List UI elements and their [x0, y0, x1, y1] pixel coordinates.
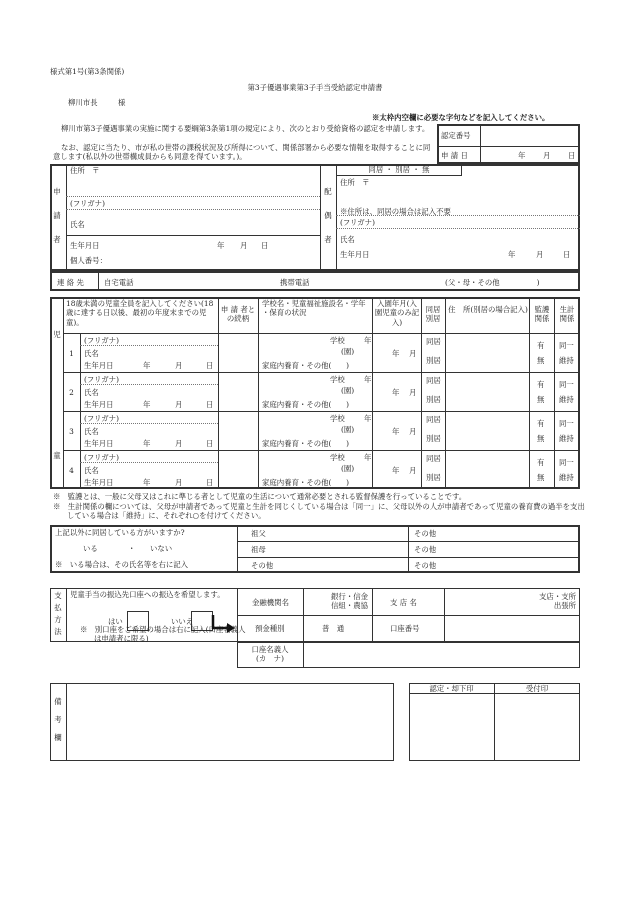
head-school: 学校名・児童福祉施設名・学年 ・保育の状況 [262, 299, 366, 318]
head-seikei: 生計関係 [559, 305, 575, 324]
addressee: 柳川市長 [68, 98, 98, 107]
spouse-cohabit: 同居 ・ 別居 ・ 無 [368, 165, 430, 174]
intro-line2: なお、認定に当たり、市が私の世帯の課税状況及び所得について、関係部署から必要な情報を取得することに同意します(私以外の世帯構成員からも同意を得ています。)。 [53, 143, 431, 162]
head-dokyo: 同居別居 [425, 305, 441, 324]
nintei-number-label: 認定番号 [441, 131, 471, 140]
applicant-birth: 生年月日 [70, 241, 100, 250]
payment-desc: 児童手当の振込先口座への振込を希望します。 [70, 590, 225, 599]
addressee-sama: 様 [118, 98, 126, 107]
contact-label: 連 絡 先 [57, 278, 84, 287]
spouse-birth: 生年月日 [340, 250, 370, 259]
others-question: 上記以外に同居している方がいますか? [55, 528, 185, 537]
note-kango: ※ 監護とは、一般に父母又はこれに準じる者として児童の生活について通常必要とされる監督保護を行っていることです。 [53, 492, 467, 501]
home-phone: 自宅電話 [104, 278, 134, 287]
account-number-label: 口座番号 [390, 624, 420, 633]
spouse-address: 住所 〒 [340, 178, 370, 187]
head-kango: 監護関係 [534, 305, 550, 324]
account-holder-label: 口座名義人 (カ ナ) [251, 645, 289, 664]
head-address: 住 所(別居の場合記入) [448, 305, 528, 314]
phone-owner: (父・母・その他 ) [445, 278, 540, 287]
payment-note: ※ 別口座をご希望の場合は右に記入(口座名義人は申請者に限る) [80, 625, 246, 644]
head-nyuen: 入園年月(入園児童のみ記入) [374, 299, 420, 327]
children-head-desc: 18歳未満の児童全員を記入してください(18歳に達する日以後、最初の年度末までの児童)。 [66, 299, 214, 327]
spouse-name: 氏名 [340, 235, 355, 244]
deposit-type-label: 預金種別 [255, 624, 285, 633]
applicant-address: 住所 〒 [70, 166, 100, 175]
head-relation: 申 請 者との続柄 [220, 305, 256, 324]
spouse-address-note: ※住所は、同居の場合は記入不要 [340, 207, 451, 216]
applicant-name: 氏名 [70, 220, 85, 229]
form-title: 第3子優遇事業第3子手当受給認定申請書 [247, 83, 383, 92]
uketsuke-stamp-label: 受付印 [525, 684, 549, 693]
applicant-spouse-box [50, 164, 580, 271]
bank-name-label: 金融機関名 [252, 598, 289, 607]
mobile-phone: 携帯電話 [280, 278, 310, 287]
bold-note: ※太枠内空欄に必要な字句などを記入してください。 [372, 113, 550, 122]
nintei-stamp-label: 認定・却下印 [429, 684, 474, 693]
intro-line1: 柳川市第3子優遇事業の実施に関する要綱第3条第1項の規定により、次のとおり受給資格の認定を申請します。 [61, 124, 430, 133]
others-note: ※ いる場合は、その氏名等を右に記入 [55, 560, 189, 569]
branch-label: 支 店 名 [390, 598, 417, 607]
biko-box [50, 683, 394, 761]
kojin-bango: 個人番号： [70, 256, 107, 265]
application-date-label: 申 請 日 [441, 151, 468, 160]
form-number: 様式第1号(第3条関係) [50, 67, 125, 76]
note-seikei: ※ 生計関係の欄については、父母が申請者であって児童と生計を同じくしている場合は「同一」に、父母以外の人が申請者であって児童の養育費の過半を支出している場合は「維持」に、それぞれ○を付けてください。 [53, 502, 585, 521]
